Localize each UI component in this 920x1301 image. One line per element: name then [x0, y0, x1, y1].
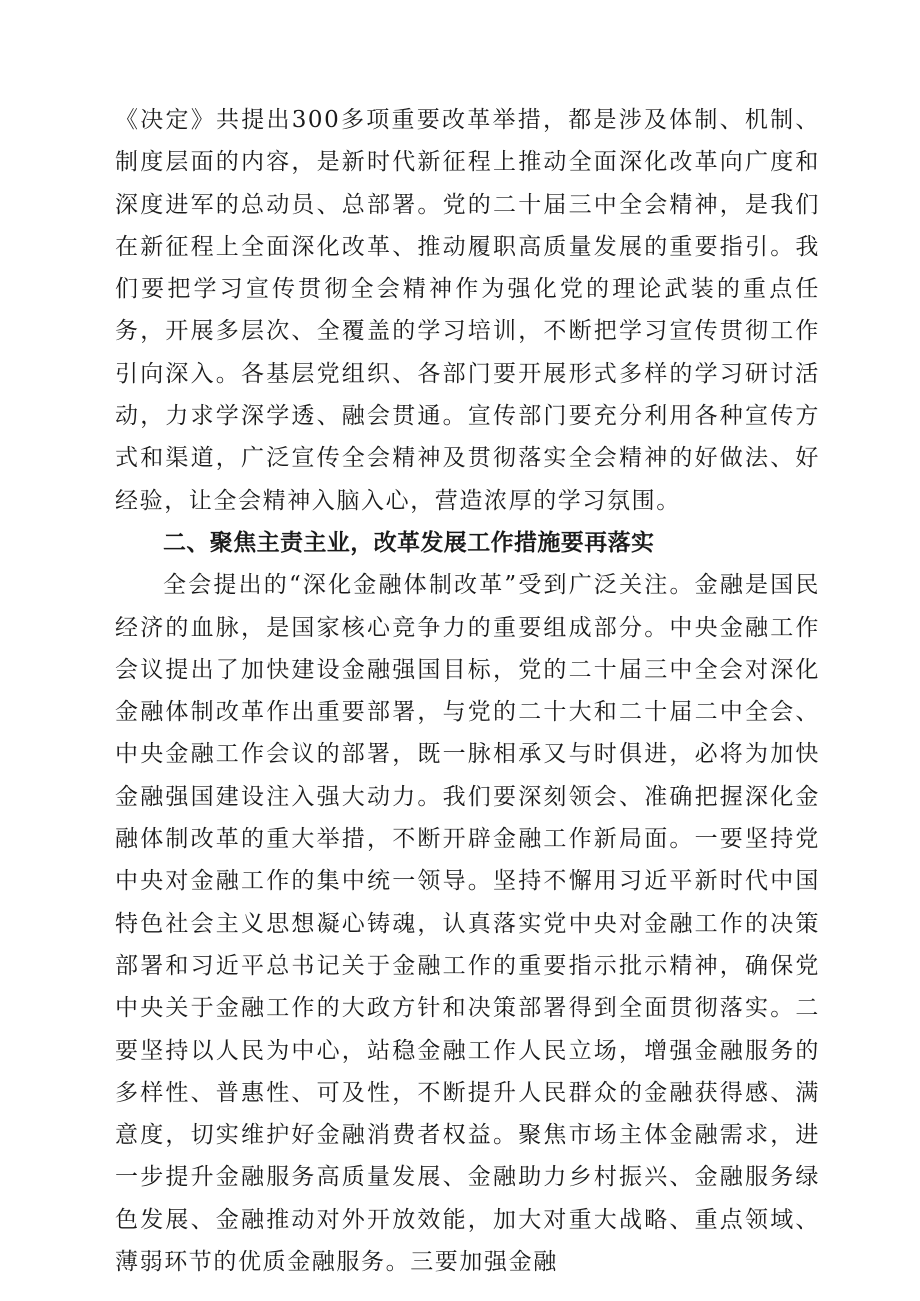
paragraph-finance-reform: 全会提出的“深化金融体制改革”受到广泛关注。金融是国民经济的血脉，是国家核心竞争力的重要组成部分。中央金融工作会议提出了加快建设金融强国目标，党的二十届三中全会对深化金融体制改革作出重要部署，与党的二十大和二十届二中全会、中央金融工作会议的部署，既一脉相承又与时俱进，必将为加快金融强国建设注入强大动力。我们要深刻领会、准确把握深化金融体制改革的重大举措，不断开辟金融工作新局面。一要坚持党中央对金融工作的集中统一领导。坚持不懈用习近平新时代中国特色社会主义思想凝心铸魂，认真落实党中央对金融工作的决策部署和习近平总书记关于金融工作的重要指示批示精神，确保党中央关于金融工作的大政方针和决策部署得到全面贯彻落实。二要坚持以人民为中心，站稳金融工作人民立场，增强金融服务的多样性、普惠性、可及性，不断提升人民群众的金融获得感、满意度，切实维护好金融消费者权益。聚焦市场主体金融需求，进一步提升金融服务高质量发展、金融助力乡村振兴、金融服务绿色发展、金融推动对外开放效能，加大对重大战略、重点领域、薄弱环节的优质金融服务。三要加强金融 [115, 572, 820, 1276]
paragraph-continuation: 《决定》共提出300多项重要改革举措，都是涉及体制、机制、制度层面的内容，是新时代新征程上推动全面深化改革向广度和深度进军的总动员、总部署。党的二十届三中全会精神，是我们在新征程上全面深化改革、推动履职高质量发展的重要指引。我们要把学习宣传贯彻全会精神作为强化党的理论武装的重点任务，开展多层次、全覆盖的学习培训，不断把学习宣传贯彻工作引向深入。各基层党组织、各部门要开展形式多样的学习研讨活动，力求学深学透、融会贯通。宣传部门要充分利用各种宣传方式和渠道，广泛宣传全会精神及贯彻落实全会精神的好做法、好经验，让全会精神入脑入心，营造浓厚的学习氛围。 [115, 107, 820, 514]
document-body [115, 99, 820, 1283]
section-heading: 二、聚焦主责主业，改革发展工作措施要再落实 [163, 529, 655, 556]
